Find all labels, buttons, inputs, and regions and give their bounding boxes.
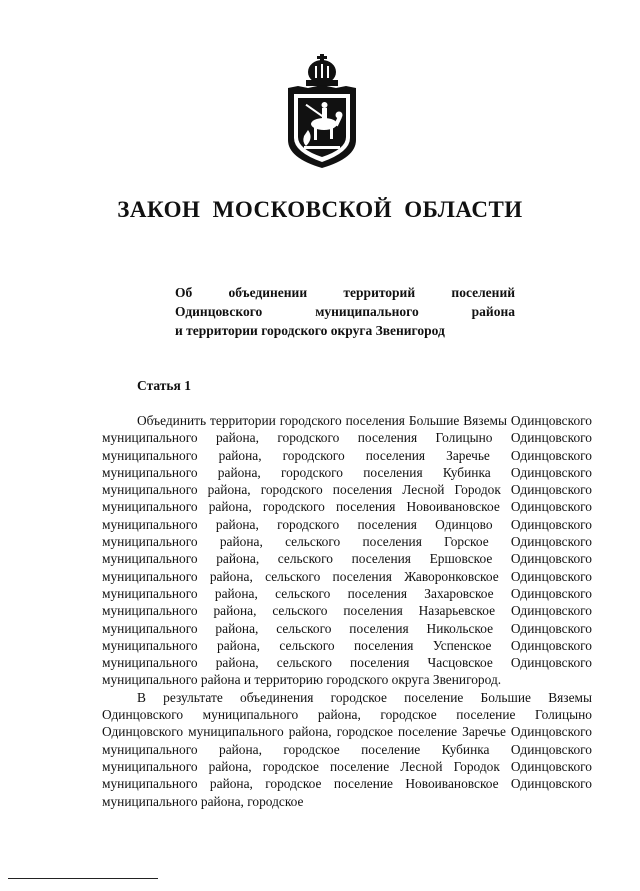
law-title: ЗАКОН МОСКОВСКОЙ ОБЛАСТИ [117, 197, 523, 222]
article-paragraph: Объединить территории городского поселения Большие Вяземы Одинцовского муниципального района, городского поселения Голицыно Одинцовского муниципального района, городского поселения Заречье Одинцовского муниципального района, городского поселения Кубинка Одинцовского муниципального района, городского поселения Лесной Городок Одинцовского муниципального района, городского поселения Новоивановское Одинцовского муниципального района, городского поселения Одинцово Одинцовского муниципального района, сельского поселения Горское Одинцовского муниципального района, сельского поселения Ершовское Одинцовского муниципального района, сельского поселения Жаворонковское Одинцовского муниципального района, сельского поселения Захаровское Одинцовского муниципального района, сельского поселения Назарьевское Одинцовского муниципального района, сельского поселения Никольское Одинцовского муниципального района, сельского поселения Успенское Одинцовского муниципального района, сельского поселения Часцовское Одинцовского муниципального района и территорию городского округа Звенигород. [102, 413, 592, 688]
law-subject [175, 283, 515, 340]
moscow-oblast-coat-of-arms-icon [284, 52, 360, 170]
article-body [102, 412, 592, 810]
subject-line: Об объединении территорий поселений [175, 285, 515, 300]
footnote-divider [8, 878, 158, 879]
article-paragraph: В результате объединения городское поселение Большие Вяземы Одинцовского муниципального района, городское поселение Голицыно Одинцовского муниципального района, городское поселение Заречье Одинцовского муниципального района, городское поселение Кубинка Одинцовского муниципального района, городское поселение Лесной Городок Одинцовского муниципального района, городское поселение Новоивановское Одинцовского муниципального района, городское [102, 689, 592, 809]
article-heading: Статья 1 [137, 378, 191, 393]
subject-line: Одинцовского муниципального района [175, 304, 515, 319]
subject-line: и территории городского округа Звенигород [175, 323, 445, 338]
